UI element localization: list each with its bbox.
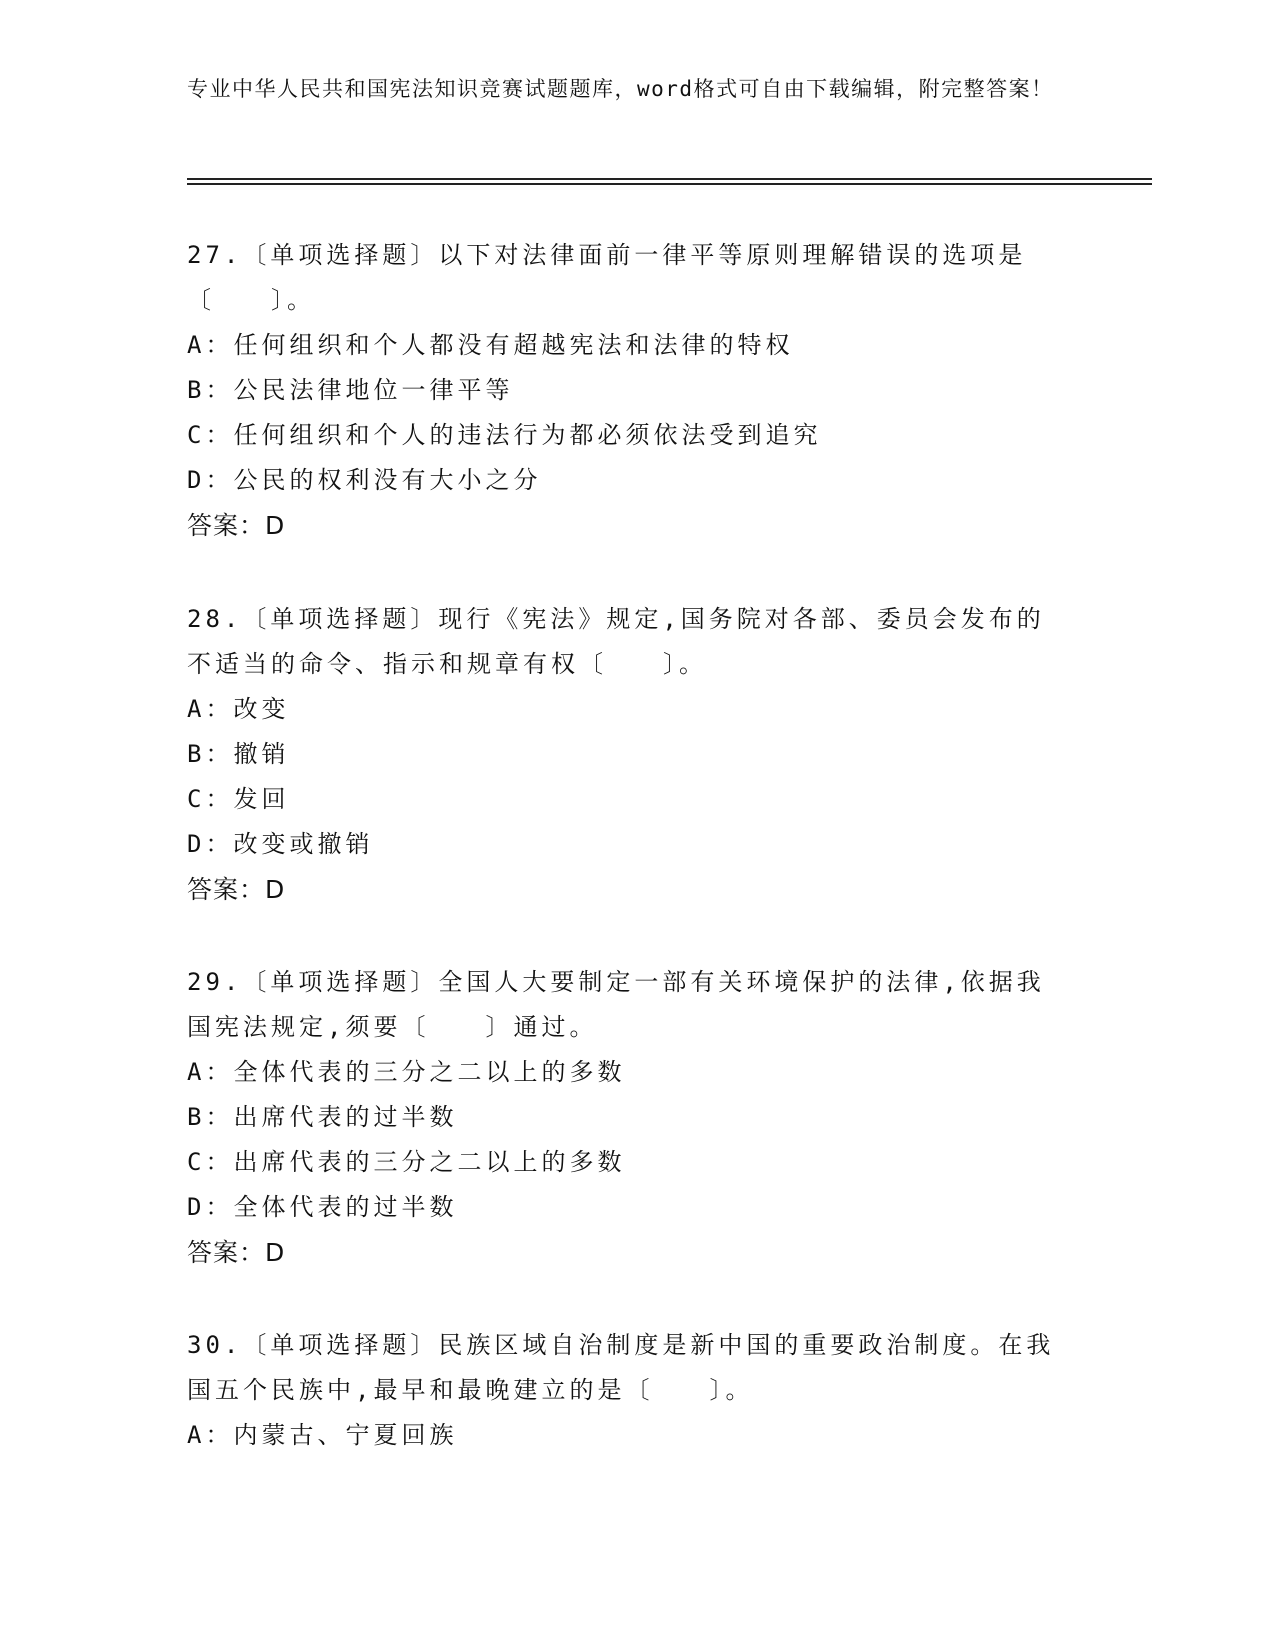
option-c: C：发回 (187, 785, 290, 813)
answer: 答案：D (187, 511, 286, 540)
answer: 答案：D (187, 1238, 286, 1267)
option-b: B：出席代表的过半数 (187, 1103, 458, 1131)
option-b: B：撤销 (187, 740, 290, 768)
option-b: B：公民法律地位一律平等 (187, 376, 514, 404)
question-stem: 30.〔单项选择题〕民族区域自治制度是新中国的重要政治制度。在我国五个民族中,最早和最晚建立的是〔 〕。 (187, 1331, 1055, 1404)
option-a: A：任何组织和个人都没有超越宪法和法律的特权 (187, 331, 794, 359)
option-d: D：全体代表的过半数 (187, 1193, 458, 1221)
question-stem: 28.〔单项选择题〕现行《宪法》规定,国务院对各部、委员会发布的不适当的命令、指示和规章有权〔 〕。 (187, 605, 1045, 678)
question-30 (187, 1323, 1067, 1458)
question-27 (187, 233, 1067, 549)
option-a: A：全体代表的三分之二以上的多数 (187, 1058, 626, 1086)
option-c: C：任何组织和个人的违法行为都必须依法受到追究 (187, 421, 822, 449)
option-c: C：出席代表的三分之二以上的多数 (187, 1148, 626, 1176)
question-29 (187, 960, 1067, 1276)
header-divider (187, 178, 1152, 180)
document-header: 专业中华人民共和国宪法知识竞赛试题题库，word格式可自由下载编辑，附完整答案！ (187, 77, 1054, 101)
answer: 答案：D (187, 875, 286, 904)
question-stem: 27.〔单项选择题〕以下对法律面前一律平等原则理解错误的选项是〔 〕。 (187, 241, 1027, 314)
option-a: A：内蒙古、宁夏回族 (187, 1421, 458, 1449)
option-d: D：公民的权利没有大小之分 (187, 466, 542, 494)
option-d: D：改变或撤销 (187, 830, 374, 858)
question-28 (187, 597, 1067, 913)
option-a: A：改变 (187, 695, 290, 723)
header-divider (187, 183, 1152, 185)
question-stem: 29.〔单项选择题〕全国人大要制定一部有关环境保护的法律,依据我国宪法规定,须要〔 〕通过。 (187, 968, 1045, 1041)
